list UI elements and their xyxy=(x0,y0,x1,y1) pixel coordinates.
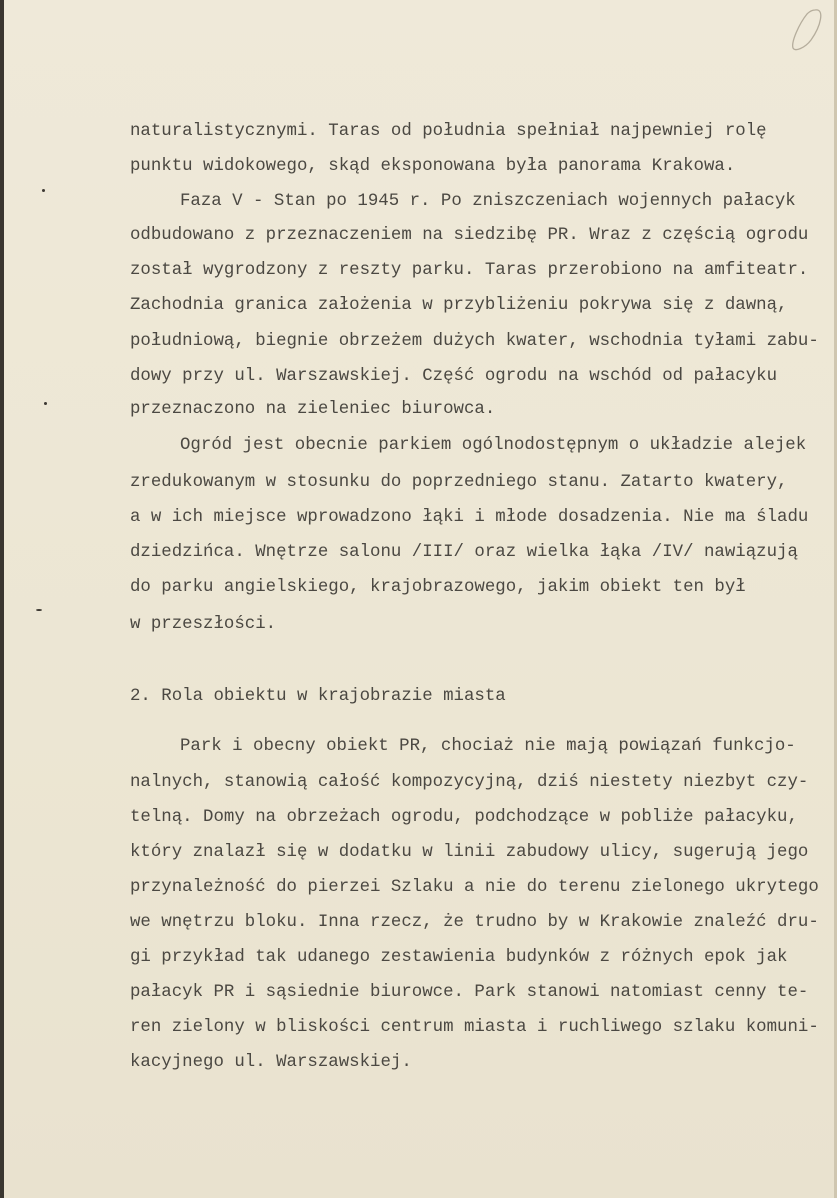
text-line: został wygrodzony z reszty parku. Taras przerobiono na amfiteatr. xyxy=(130,261,809,280)
text-line: przeznaczono na zieleniec biurowca. xyxy=(130,400,496,419)
text-line: Park i obecny obiekt PR, chociaż nie mają powiązań funkcjo- xyxy=(180,737,796,756)
text-line: ren zielony w bliskości centrum miasta i ruchliwego szlaku komuni- xyxy=(130,1018,819,1037)
text-line: punktu widokowego, skąd eksponowana była panorama Krakowa. xyxy=(130,157,736,176)
text-line: przynależność do pierzei Szlaku a nie do terenu zielonego ukrytego xyxy=(130,878,819,897)
margin-mark xyxy=(42,189,45,192)
text-line: we wnętrzu bloku. Inna rzecz, że trudno by w Krakowie znaleźć dru- xyxy=(130,913,819,932)
text-line: gi przykład tak udanego zestawienia budynków z różnych epok jak xyxy=(130,948,788,967)
text-line: odbudowano z przeznaczeniem na siedzibę PR. Wraz z częścią ogrodu xyxy=(130,226,809,245)
handwritten-page-number xyxy=(785,4,830,54)
text-line: dziedzińca. Wnętrze salonu /III/ oraz wielka łąka /IV/ nawiązują xyxy=(130,543,798,562)
margin-mark xyxy=(36,609,42,611)
text-line: Faza V - Stan po 1945 r. Po zniszczeniach wojennych pałacyk xyxy=(180,192,796,211)
text-line: a w ich miejsce wprowadzono łąki i młode dosadzenia. Nie ma śladu xyxy=(130,508,809,527)
text-line: naturalistycznymi. Taras od południa spełniał najpewniej rolę xyxy=(130,122,767,141)
text-line: telną. Domy na obrzeżach ogrodu, podchodzące w pobliże pałacyku, xyxy=(130,808,798,827)
text-line: Zachodnia granica założenia w przybliżeniu pokrywa się z dawną, xyxy=(130,296,788,315)
text-line: kacyjnego ul. Warszawskiej. xyxy=(130,1053,412,1072)
text-line: Ogród jest obecnie parkiem ogólnodostępnym o układzie alejek xyxy=(180,436,807,455)
text-line: w przeszłości. xyxy=(130,615,277,634)
section-heading: 2. Rola obiektu w krajobrazie miasta xyxy=(130,687,506,706)
text-line: który znalazł się w dodatku w linii zabudowy ulicy, sugerują jego xyxy=(130,843,809,862)
page-edge-shadow xyxy=(0,0,4,1198)
text-line: zredukowanym w stosunku do poprzedniego stanu. Zatarto kwatery, xyxy=(130,473,788,492)
text-line: południową, biegnie obrzeżem dużych kwater, wschodnia tyłami zabu- xyxy=(130,332,819,351)
text-line: pałacyk PR i sąsiednie biurowce. Park stanowi natomiast cenny te- xyxy=(130,983,809,1002)
margin-mark xyxy=(44,402,47,405)
text-line: dowy przy ul. Warszawskiej. Część ogrodu na wschód od pałacyku xyxy=(130,367,778,386)
text-line: do parku angielskiego, krajobrazowego, jakim obiekt ten był xyxy=(130,578,746,597)
text-line: nalnych, stanowią całość kompozycyjną, dziś niestety niezbyt czy- xyxy=(130,773,809,792)
